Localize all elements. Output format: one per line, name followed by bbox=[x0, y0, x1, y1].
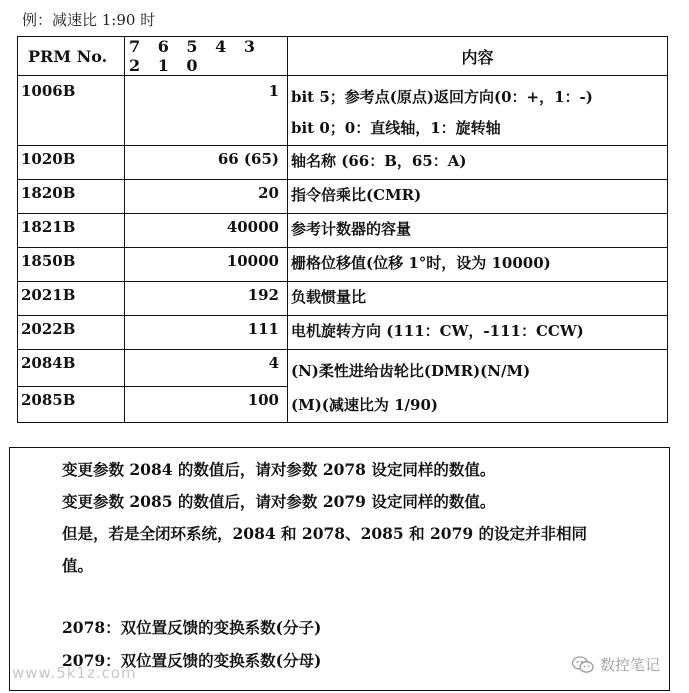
content-cell: 负载惯量比 bbox=[288, 282, 668, 316]
wechat-icon bbox=[572, 656, 594, 674]
prm-cell: 1821B bbox=[18, 214, 125, 248]
value-cell: 1 bbox=[125, 76, 288, 146]
header-row bbox=[18, 37, 668, 76]
table-row bbox=[18, 180, 668, 214]
value-cell: 66 (65) bbox=[125, 146, 288, 180]
prm-cell: 1006B bbox=[18, 76, 125, 146]
table-row bbox=[18, 214, 668, 248]
wechat-watermark-text: 数控笔记 bbox=[600, 656, 661, 674]
content-line: bit 5；参考点(原点)返回方向(0：+，1：-) bbox=[291, 88, 593, 106]
prm-cell: 1820B bbox=[18, 180, 125, 214]
note-line: 变更参数 2085 的数值后，请对参数 2079 设定同样的数值。 bbox=[62, 492, 496, 511]
value-cell: 20 bbox=[125, 180, 288, 214]
prm-cell: 2084B bbox=[18, 350, 125, 387]
prm-cell: 1020B bbox=[18, 146, 125, 180]
header-bits: 7 6 5 4 3 2 1 0 bbox=[125, 37, 288, 76]
table-row bbox=[18, 76, 668, 146]
prm-cell: 2021B bbox=[18, 282, 125, 316]
content-cell bbox=[288, 76, 668, 146]
prm-cell: 2022B bbox=[18, 316, 125, 350]
value-cell: 100 bbox=[125, 386, 288, 423]
value-cell: 111 bbox=[125, 316, 288, 350]
value-cell: 192 bbox=[125, 282, 288, 316]
note-line: 2078：双位置反馈的变换系数(分子) bbox=[62, 618, 322, 637]
site-watermark: www.5k1z.com bbox=[12, 664, 137, 682]
prm-cell: 2085B bbox=[18, 386, 125, 423]
table-caption: 例：减速比 1:90 时 bbox=[22, 11, 156, 29]
note-line: 但是，若是全闭环系统，2084 和 2078、2085 和 2079 的设定并非相同 bbox=[62, 524, 588, 543]
content-cell: 电机旋转方向 (111：CW，-111：CCW) bbox=[288, 316, 668, 350]
value-cell: 4 bbox=[125, 350, 288, 387]
prm-cell: 1850B bbox=[18, 248, 125, 282]
table-row bbox=[18, 146, 668, 180]
wechat-watermark bbox=[572, 654, 660, 675]
table-row bbox=[18, 282, 668, 316]
table-row bbox=[18, 316, 668, 350]
note-line: 变更参数 2084 的数值后，请对参数 2078 设定同样的数值。 bbox=[62, 460, 496, 479]
note-box bbox=[9, 447, 670, 691]
content-line: (M)(减速比为 1/90) bbox=[291, 396, 439, 414]
content-cell: 参考计数器的容量 bbox=[288, 214, 668, 248]
value-cell: 40000 bbox=[125, 214, 288, 248]
content-line: bit 0；0：直线轴，1：旋转轴 bbox=[291, 119, 501, 137]
note-line: 值。 bbox=[62, 556, 94, 575]
note-line: 2079：双位置反馈的变换系数(分母) bbox=[62, 651, 322, 670]
content-line: (N)柔性进给齿轮比(DMR)(N/M) bbox=[291, 362, 531, 380]
content-cell: 栅格位移值(位移 1°时，设为 10000) bbox=[288, 248, 668, 282]
parameter-table bbox=[17, 36, 668, 423]
content-cell-merged bbox=[288, 350, 668, 423]
content-cell: 轴名称 (66：B，65：A) bbox=[288, 146, 668, 180]
value-cell: 10000 bbox=[125, 248, 288, 282]
table-row bbox=[18, 350, 668, 387]
header-content: 内容 bbox=[288, 37, 668, 76]
header-prm-no: PRM No. bbox=[18, 37, 125, 76]
content-cell: 指令倍乘比(CMR) bbox=[288, 180, 668, 214]
table-row bbox=[18, 248, 668, 282]
